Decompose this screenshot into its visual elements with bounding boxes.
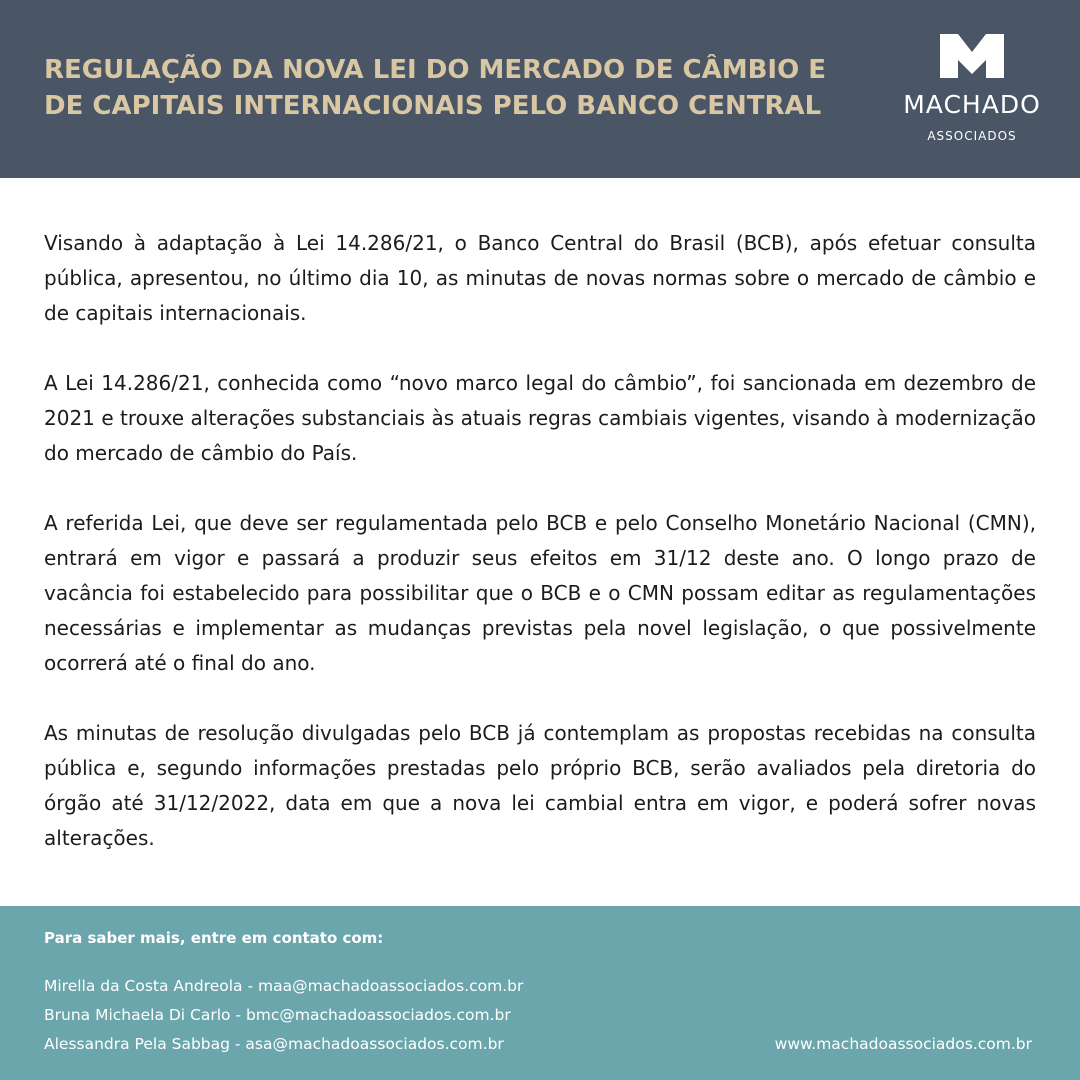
header-banner bbox=[0, 0, 1080, 178]
article-body bbox=[44, 226, 1036, 891]
logo-name: MACHADO bbox=[903, 90, 1041, 119]
contact-list bbox=[44, 972, 523, 1059]
m-logo-icon bbox=[940, 34, 1004, 78]
contact-item[interactable]: Alessandra Pela Sabbag - asa@machadoassociados.com.br bbox=[44, 1035, 504, 1053]
paragraph-2: A Lei 14.286/21, conhecida como “novo marco legal do câmbio”, foi sancionada em dezembro de 2021 e trouxe alterações substanciais às atuais regras cambiais vigentes, visando à modernização do mercado de câmbio do País. bbox=[44, 371, 1036, 465]
contact-item[interactable]: Bruna Michaela Di Carlo - bmc@machadoassociados.com.br bbox=[44, 1006, 511, 1024]
page-title bbox=[44, 52, 864, 124]
title-line-2: DE CAPITAIS INTERNACIONAIS PELO BANCO CENTRAL bbox=[44, 91, 822, 121]
title-line-1: REGULAÇÃO DA NOVA LEI DO MERCADO DE CÂMBIO E bbox=[44, 55, 826, 85]
website-link[interactable]: www.machadoassociados.com.br bbox=[774, 1035, 1032, 1053]
paragraph-1: Visando à adaptação à Lei 14.286/21, o Banco Central do Brasil (BCB), após efetuar consulta pública, apresentou, no último dia 10, as minutas de novas normas sobre o mercado de câmbio e de capitais internacionais. bbox=[44, 231, 1036, 325]
contact-item[interactable]: Mirella da Costa Andreola - maa@machadoassociados.com.br bbox=[44, 977, 524, 995]
footer-heading: Para saber mais, entre em contato com: bbox=[44, 929, 384, 947]
logo-subtitle: ASSOCIADOS bbox=[927, 129, 1017, 143]
paragraph-3: A referida Lei, que deve ser regulamentada pelo BCB e pelo Conselho Monetário Nacional (CMN), entrará em vigor e passará a produzir seus efeitos em 31/12 deste ano. O longo prazo de vacância foi estabelecido para possibilitar que o BCB e o CMN possam editar as regulamentações necessárias e implementar as mudanças previstas pela novel legislação, o que possivelmente ocorrerá até o final do ano. bbox=[44, 511, 1036, 675]
company-logo bbox=[880, 34, 1060, 154]
paragraph-4: As minutas de resolução divulgadas pelo BCB já contemplam as propostas recebidas na consulta pública e, segundo informações prestadas pelo próprio BCB, serão avaliados pela diretoria do órgão até 31/12/2022, data em que a nova lei cambial entra em vigor, e poderá sofrer novas alterações. bbox=[44, 721, 1036, 850]
contact-footer bbox=[0, 906, 1080, 1080]
